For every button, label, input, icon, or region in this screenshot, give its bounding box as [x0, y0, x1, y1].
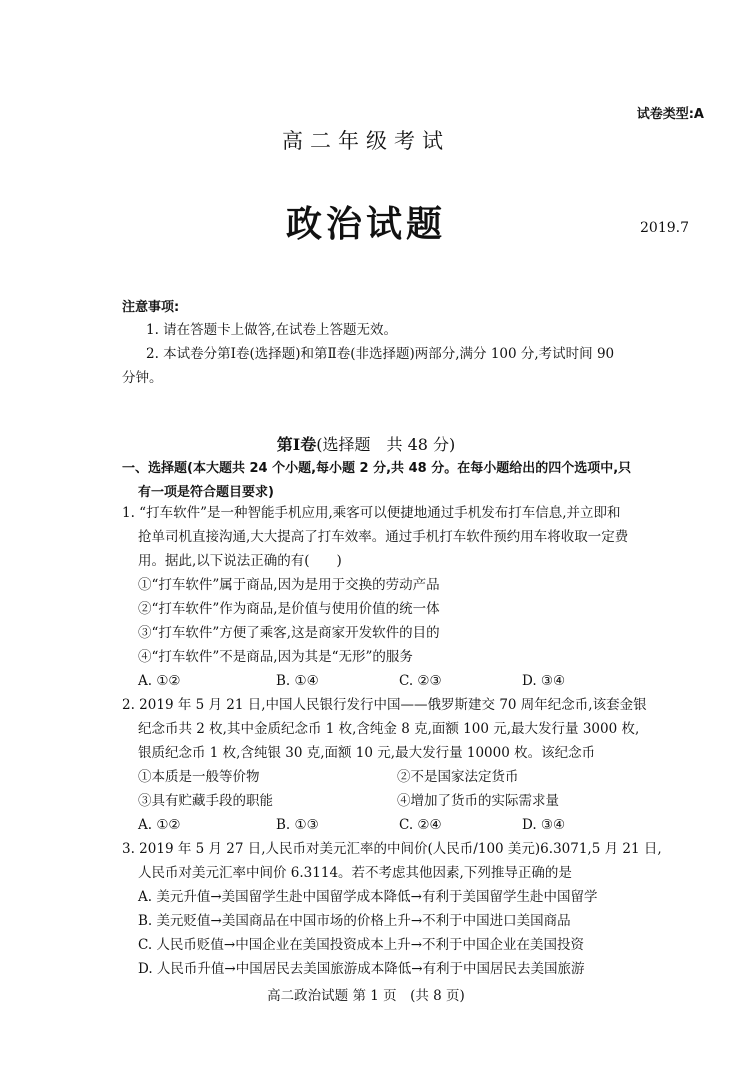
- q1-option-b: B. ①④: [276, 673, 319, 689]
- q1-statement-3: ③“打车软件”方便了乘客,这是商家开发软件的目的: [138, 625, 440, 641]
- notice-item-2-line-2: 分钟。: [122, 370, 163, 386]
- q2-statement-4: ④增加了货币的实际需求量: [397, 793, 559, 809]
- section-title: [0, 432, 732, 455]
- grade-exam-heading: 高二年级考试: [282, 129, 450, 153]
- q1-stem-line-3: 用。据此,以下说法正确的有( ): [138, 553, 342, 569]
- notice-item-1: 1. 请在答题卡上做答,在试卷上答题无效。: [146, 322, 397, 338]
- q1-stem-line-2: 抢单司机直接沟通,大大提高了打车效率。通过手机打车软件预约用车将收取一定费: [138, 529, 629, 545]
- q2-statement-2: ②不是国家法定货币: [397, 769, 519, 785]
- part1-heading-line-1: 一、选择题(本大题共 24 个小题,每小题 2 分,共 48 分。在每小题给出的四个选项中,只: [122, 461, 632, 476]
- q1-statement-1: ①“打车软件”属于商品,因为是用于交换的劳动产品: [138, 577, 440, 593]
- q1-option-d: D. ③④: [522, 673, 566, 689]
- part1-heading-line-2: 有一项是符合题目要求): [138, 485, 274, 500]
- notice-heading: 注意事项:: [122, 300, 180, 315]
- q1-stem-line-1: 1. “打车软件”是一种智能手机应用,乘客可以便捷地通过手机发布打车信息,并立即和: [122, 505, 621, 521]
- q2-option-d: D. ③④: [522, 817, 566, 833]
- q3-option-b: B. 美元贬值→美国商品在中国市场的价格上升→不利于中国进口美国商品: [138, 913, 571, 929]
- page-title: 政治试题: [285, 203, 446, 245]
- q2-statement-3: ③具有贮藏手段的职能: [138, 793, 273, 809]
- notice-item-2-line-1: 2. 本试卷分第Ⅰ卷(选择题)和第Ⅱ卷(非选择题)两部分,满分 100 分,考试时间 90: [146, 346, 615, 362]
- exam-date: 2019.7: [640, 220, 689, 236]
- q2-stem-line-2: 纪念币共 2 枚,其中金质纪念币 1 枚,含纯金 8 克,面额 100 元,最大发行量 3000 枚,: [138, 721, 640, 737]
- q2-stem-line-3: 银质纪念币 1 枚,含纯银 30 克,面额 10 元,最大发行量 10000 枚。该纪念币: [138, 745, 596, 761]
- q1-statement-2: ②“打车软件”作为商品,是价值与使用价值的统一体: [138, 601, 440, 617]
- section-title-bold: 第Ⅰ卷: [276, 435, 317, 454]
- q2-stem-line-1: 2. 2019 年 5 月 21 日,中国人民银行发行中国——俄罗斯建交 70 周年纪念币,该套金银: [122, 697, 647, 713]
- section-title-rest: (选择题 共 48 分): [316, 435, 456, 454]
- q3-option-c: C. 人民币贬值→中国企业在美国投资成本上升→不利于中国企业在美国投资: [138, 937, 585, 953]
- q3-option-a: A. 美元升值→美国留学生赴中国留学成本降低→有利于美国留学生赴中国留学: [138, 889, 598, 905]
- q1-statement-4: ④“打车软件”不是商品,因为其是“无形”的服务: [138, 649, 413, 665]
- q3-stem-line-2: 人民币对美元汇率中间价 6.3114。若不考虑其他因素,下列推导正确的是: [138, 865, 572, 881]
- q2-option-b: B. ①③: [276, 817, 319, 833]
- q2-option-a: A. ①②: [138, 817, 181, 833]
- q2-option-c: C. ②④: [399, 817, 442, 833]
- q3-stem-line-1: 3. 2019 年 5 月 27 日,人民币对美元汇率的中间价(人民币/100 美元)6.3071,5 月 21 日,: [122, 841, 662, 857]
- q1-option-c: C. ②③: [399, 673, 442, 689]
- page-footer: 高二政治试题 第 1 页 (共 8 页): [267, 988, 465, 1004]
- paper-type-label: 试卷类型:A: [636, 107, 704, 122]
- q3-option-d: D. 人民币升值→中国居民去美国旅游成本降低→有利于中国居民去美国旅游: [138, 961, 585, 977]
- q2-statement-1: ①本质是一般等价物: [138, 769, 260, 785]
- q1-option-a: A. ①②: [138, 673, 181, 689]
